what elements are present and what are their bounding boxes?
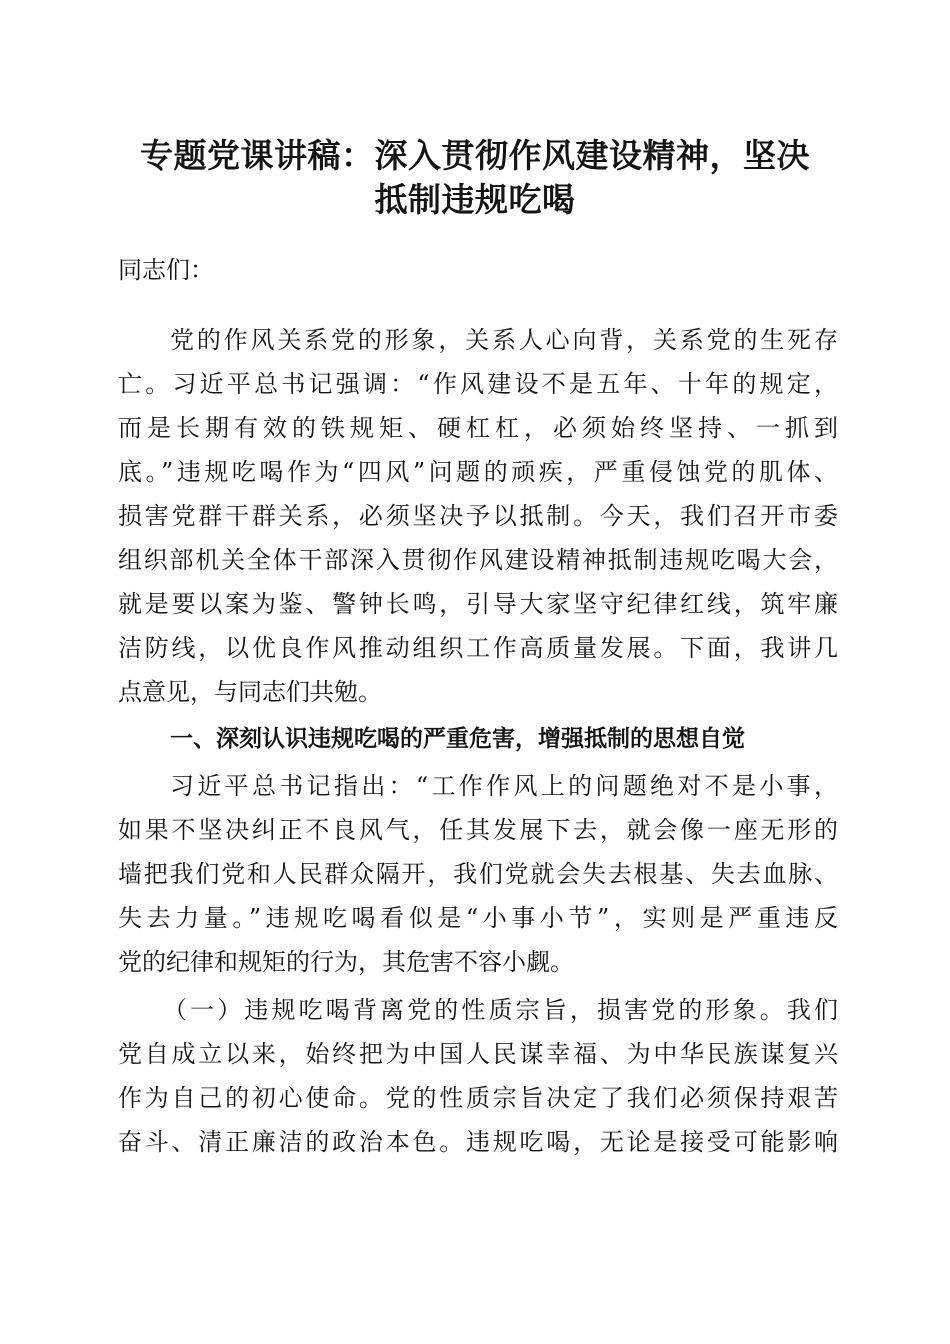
intro-line: 组织部机关全体干部深入贯彻作风建设精神抵制违规吃喝大会， [118, 546, 838, 574]
section-1-line: 失去力量。”违规吃喝看似是“小事小节”，实则是严重违反 [118, 904, 838, 932]
section-1-line: 如果不坚决纠正不良风气，任其发展下去，就会像一座无形的 [118, 816, 838, 844]
intro-line: 点意见，与同志们共勉。 [118, 678, 382, 706]
salutation: 同志们： [118, 256, 214, 284]
section-1-line: 党的纪律和规矩的行为，其危害不容小觑。 [118, 948, 574, 976]
subsection-1-line: 奋斗、清正廉洁的政治本色。违规吃喝，无论是接受可能影响 [118, 1128, 838, 1156]
section-1-heading: 一、深刻认识违规吃喝的严重危害，增强抵制的思想自觉 [170, 726, 745, 752]
intro-line: 洁防线，以优良作风推动组织工作高质量发展。下面，我讲几 [118, 634, 838, 662]
intro-line: 党的作风关系党的形象，关系人心向背，关系党的生死存 [170, 326, 838, 354]
document-title-line-1: 专题党课讲稿：深入贯彻作风建设精神，坚决 [140, 136, 810, 175]
document-title-line-2: 抵制违规吃喝 [374, 180, 576, 219]
section-1-line: 习近平总书记指出：“工作作风上的问题绝对不是小事， [170, 772, 838, 800]
intro-line: 损害党群干群关系，必须坚决予以抵制。今天，我们召开市委 [118, 502, 838, 530]
intro-line: 亡。习近平总书记强调：“作风建设不是五年、十年的规定， [118, 370, 838, 398]
subsection-1-line: （一）违规吃喝背离党的性质宗旨，损害党的形象。我们 [163, 996, 838, 1024]
subsection-1-line: 作为自己的初心使命。党的性质宗旨决定了我们必须保持艰苦 [118, 1084, 838, 1112]
intro-line: 就是要以案为鉴、警钟长鸣，引导大家坚守纪律红线，筑牢廉 [118, 590, 838, 618]
intro-line: 而是长期有效的铁规矩、硬杠杠，必须始终坚持、一抓到 [118, 414, 838, 442]
subsection-1-line: 党自成立以来，始终把为中国人民谋幸福、为中华民族谋复兴 [118, 1040, 838, 1068]
intro-line: 底。”违规吃喝作为“四风”问题的顽疾，严重侵蚀党的肌体、 [118, 458, 838, 486]
section-1-line: 墙把我们党和人民群众隔开，我们党就会失去根基、失去血脉、 [118, 860, 838, 888]
